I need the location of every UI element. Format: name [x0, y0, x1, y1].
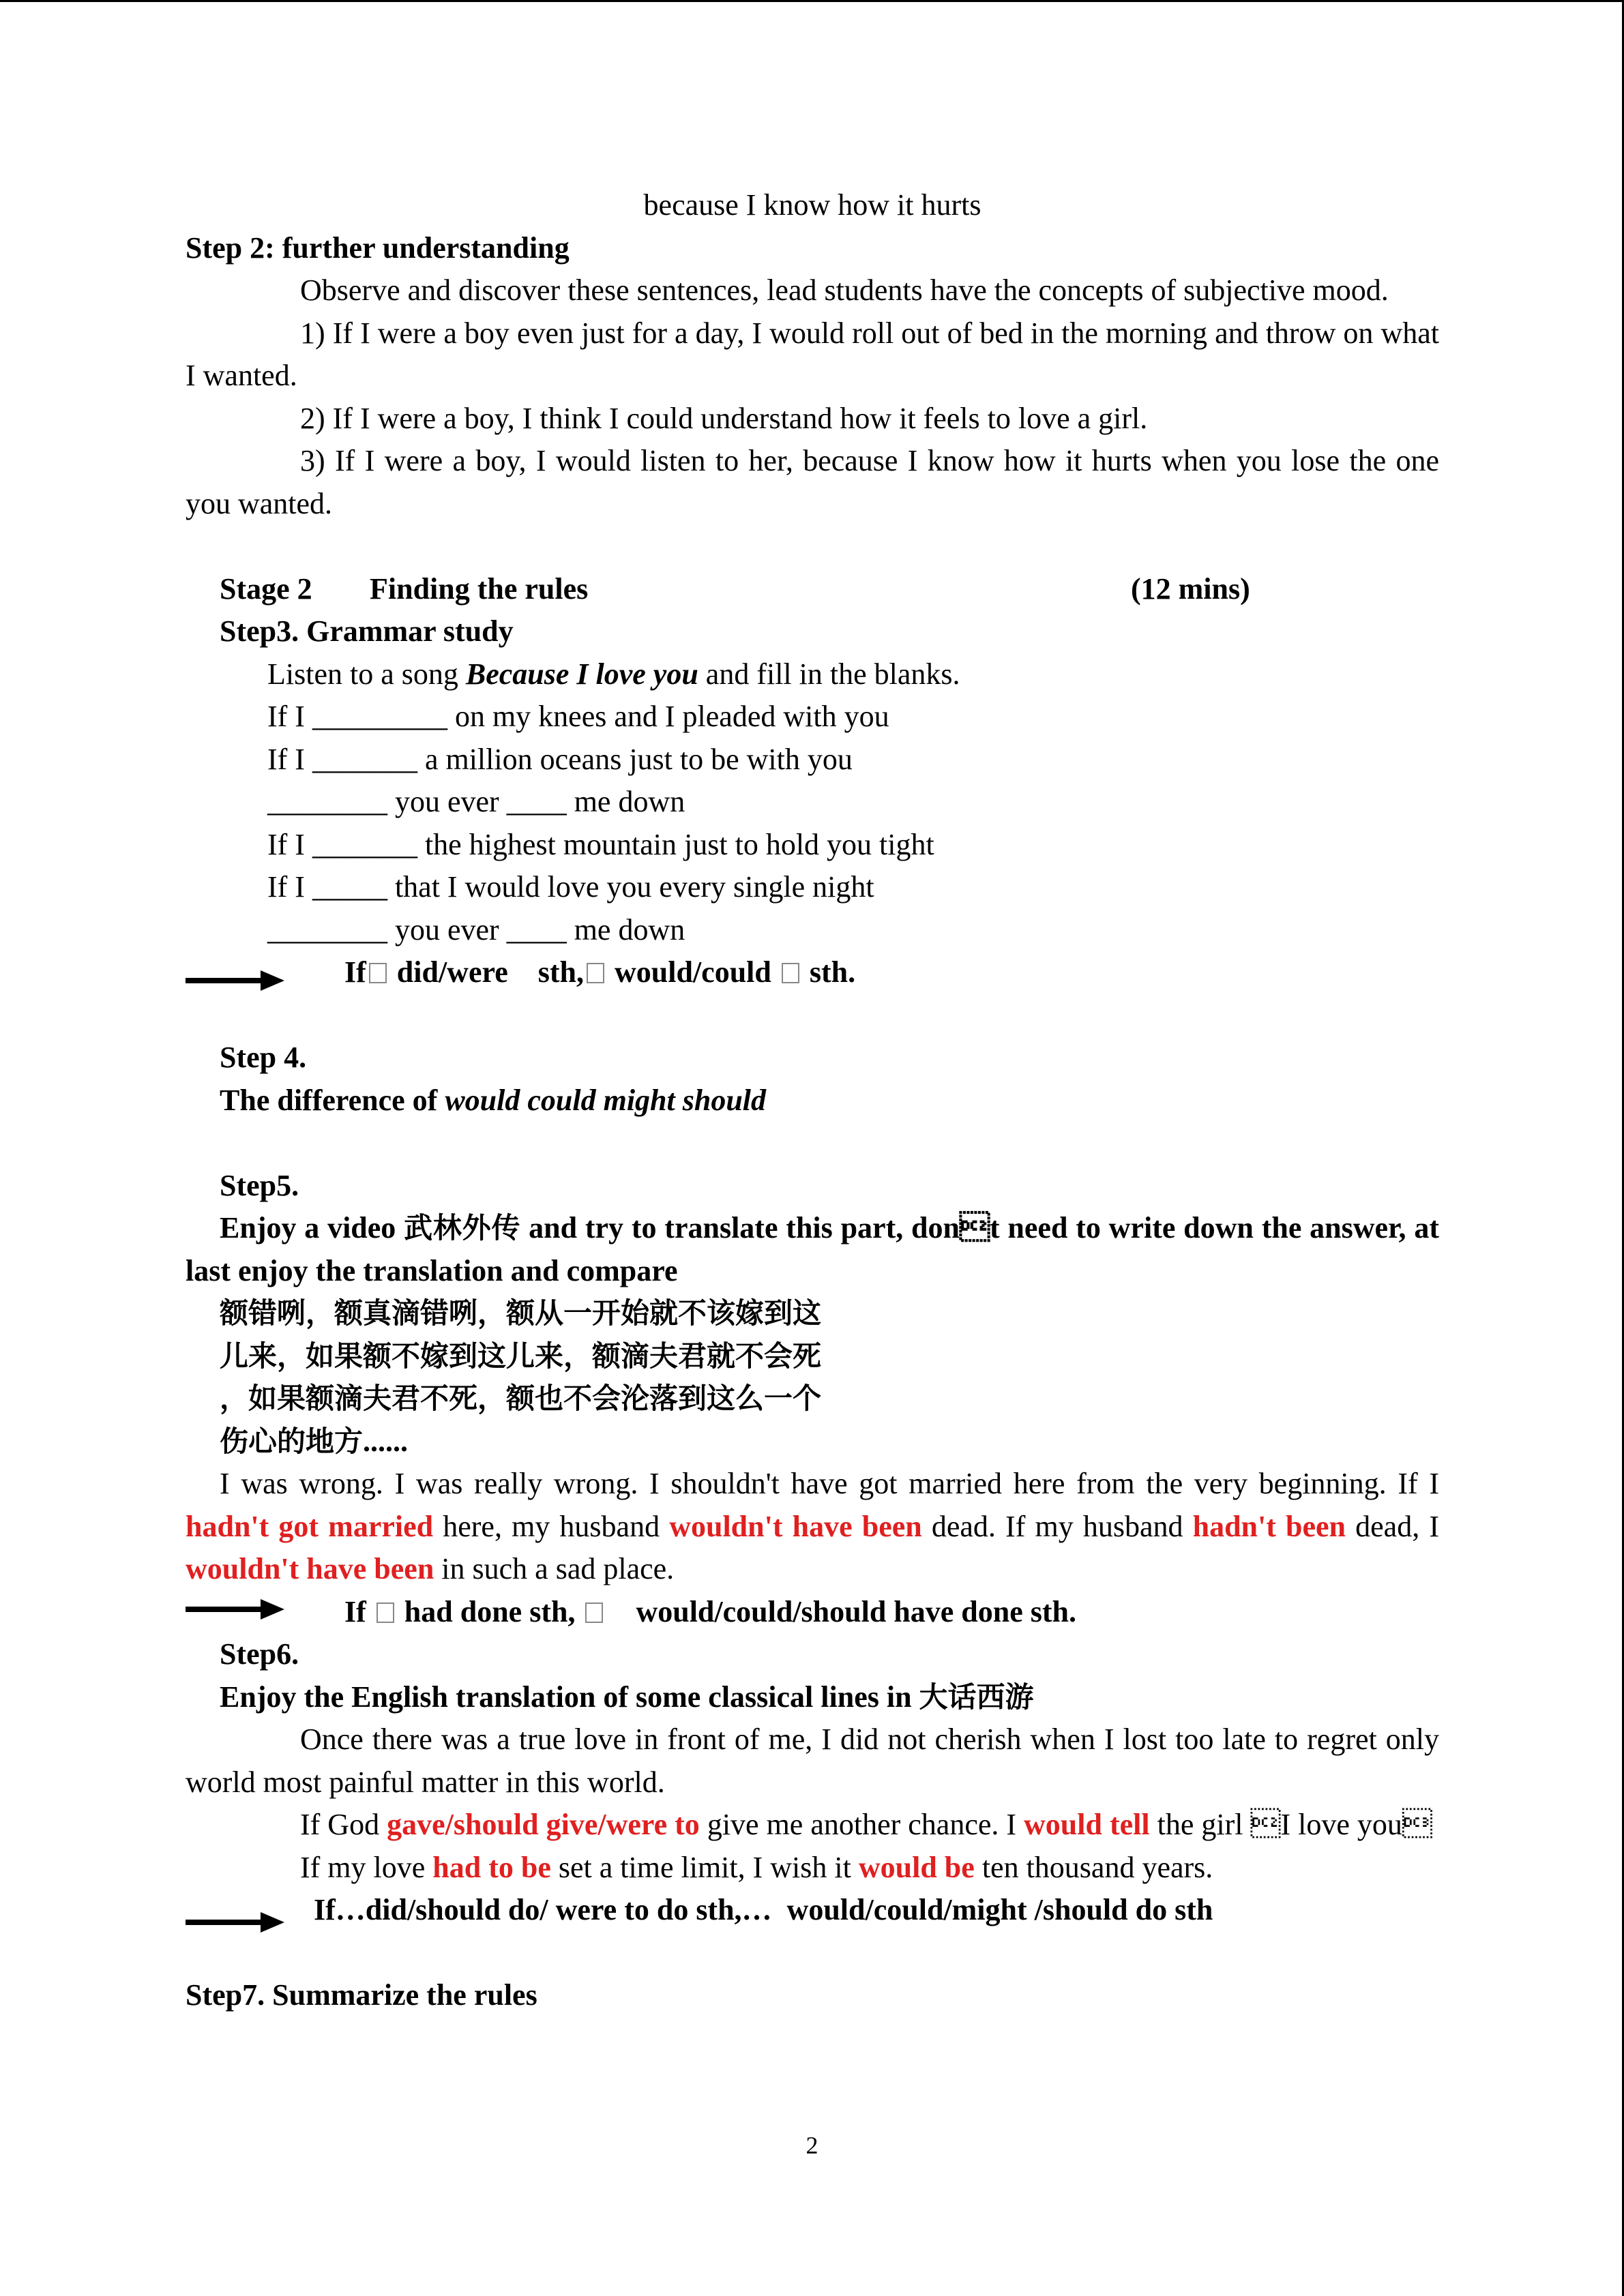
lyric-blank-line: If I _______ a million oceans just to be with you — [267, 742, 853, 776]
text-span: and fill in the blanks. — [698, 657, 960, 691]
chinese-line: 儿来，如果额不嫁到这儿来，额滴夫君就不会死 — [220, 1339, 822, 1373]
modal-words: would could might should — [445, 1083, 767, 1117]
paragraph: If my love had to be set a time limit, I wish it would be ten thousand years. — [300, 1850, 1213, 1884]
lyric-blank-line: If I _________ on my knees and I pleaded with you — [267, 700, 889, 733]
lyric-blank-line: ________ you ever ____ me down — [267, 785, 685, 818]
text-line: because I know how it hurts — [643, 188, 981, 222]
document-page — [186, 184, 1439, 2017]
arrow-right-icon — [186, 1909, 284, 1937]
spacer — [186, 1932, 1439, 1975]
example-sentence: 1) If I were a boy even just for a day, I would roll out of bed in the morning and throw on what I wanted. — [186, 316, 1439, 392]
spacer — [186, 525, 1439, 568]
paragraph: Observe and discover these sentences, lead students have the concepts of subjective mood. — [300, 273, 1389, 307]
instruction: Enjoy the English translation of some classical lines in 大话西游 — [220, 1680, 1034, 1714]
translation-paragraph: I was wrong. I was really wrong. I shouldn't have got married here from the very beginning. If I hadn't got married here, my husband wouldn't have been dead. If my husband hadn't been dead, I wouldn't have been in such a sad place. — [186, 1467, 1439, 1585]
arrow-right-icon — [186, 1596, 284, 1624]
step-heading: Step3. Grammar study — [220, 614, 514, 648]
step-heading: Step 4. — [220, 1041, 307, 1074]
step-heading: Step 2: further understanding — [186, 230, 570, 265]
song-title: Because I love you — [465, 657, 698, 691]
missing-glyph-icon — [782, 963, 799, 983]
instruction — [186, 653, 1439, 696]
instruction: Enjoy a video 武林外传 and try to translate this part, dont need to write down the answer, at last enjoy the translation and compare — [186, 1211, 1439, 1287]
rule-formula: If…did/should do/ were to do sth,… would/could/might /should do sth — [314, 1893, 1213, 1926]
chinese-title: 武林外传 — [404, 1211, 521, 1244]
example-sentence: 3) If I were a boy, I would listen to her, because I know how it hurts when you lose the one you wanted. — [186, 444, 1439, 520]
rule-formula: If did/were sth, would/could sth. — [344, 955, 856, 989]
spacer — [186, 994, 1439, 1037]
lyric-blank-line: If I _____ that I would love you every single night — [267, 870, 874, 904]
arrow-right-icon — [186, 968, 284, 995]
rule-line — [186, 951, 1439, 994]
rule-line — [186, 1889, 1439, 1932]
example-sentence: 2) If I were a boy, I think I could understand how it feels to love a girl. — [300, 401, 1148, 435]
chinese-line: 伤心的地方...... — [220, 1424, 409, 1458]
chinese-line: 额错咧，额真滴错咧，额从一开始就不该嫁到这 — [220, 1296, 822, 1330]
lyric-blank-line: If I _______ the highest mountain just to hold you tight — [267, 827, 934, 861]
top-border — [0, 0, 1624, 2]
stage-title: Finding the rules — [370, 571, 589, 606]
spacer — [186, 1122, 1439, 1165]
step-heading: Step5. — [220, 1168, 299, 1202]
paragraph: If God gave/should give/were to give me another chance. I would tell the girl I love you — [300, 1808, 1432, 1841]
paragraph: Once there was a true love in front of me, I did not cherish when I lost too late to regret only world most painful matter in this world. — [186, 1723, 1439, 1799]
rule-formula: If had done sth, would/could/should have done sth. — [344, 1594, 1077, 1628]
lyric-blank-line: ________ you ever ____ me down — [267, 912, 685, 946]
chinese-line: ，如果额滴夫君不死，额也不会沦落到这么一个 — [220, 1382, 822, 1415]
stage-label: Stage 2 — [220, 571, 312, 606]
missing-glyph-icon — [369, 963, 387, 983]
step-heading: Step7. Summarize the rules — [186, 1978, 537, 2012]
step-heading: Step6. — [220, 1637, 299, 1671]
text-span: Listen to a song — [267, 657, 466, 691]
stage-heading — [186, 568, 1439, 611]
chinese-title: 大话西游 — [919, 1680, 1034, 1714]
missing-glyph-icon — [585, 1602, 603, 1623]
missing-glyph-icon — [377, 1602, 394, 1623]
difference-line: The difference of would could might should — [220, 1083, 767, 1117]
missing-glyph-icon — [587, 963, 604, 983]
stage-time: (12 mins) — [1131, 571, 1250, 606]
page-number: 2 — [806, 2132, 818, 2159]
rule-line — [186, 1591, 1439, 1634]
